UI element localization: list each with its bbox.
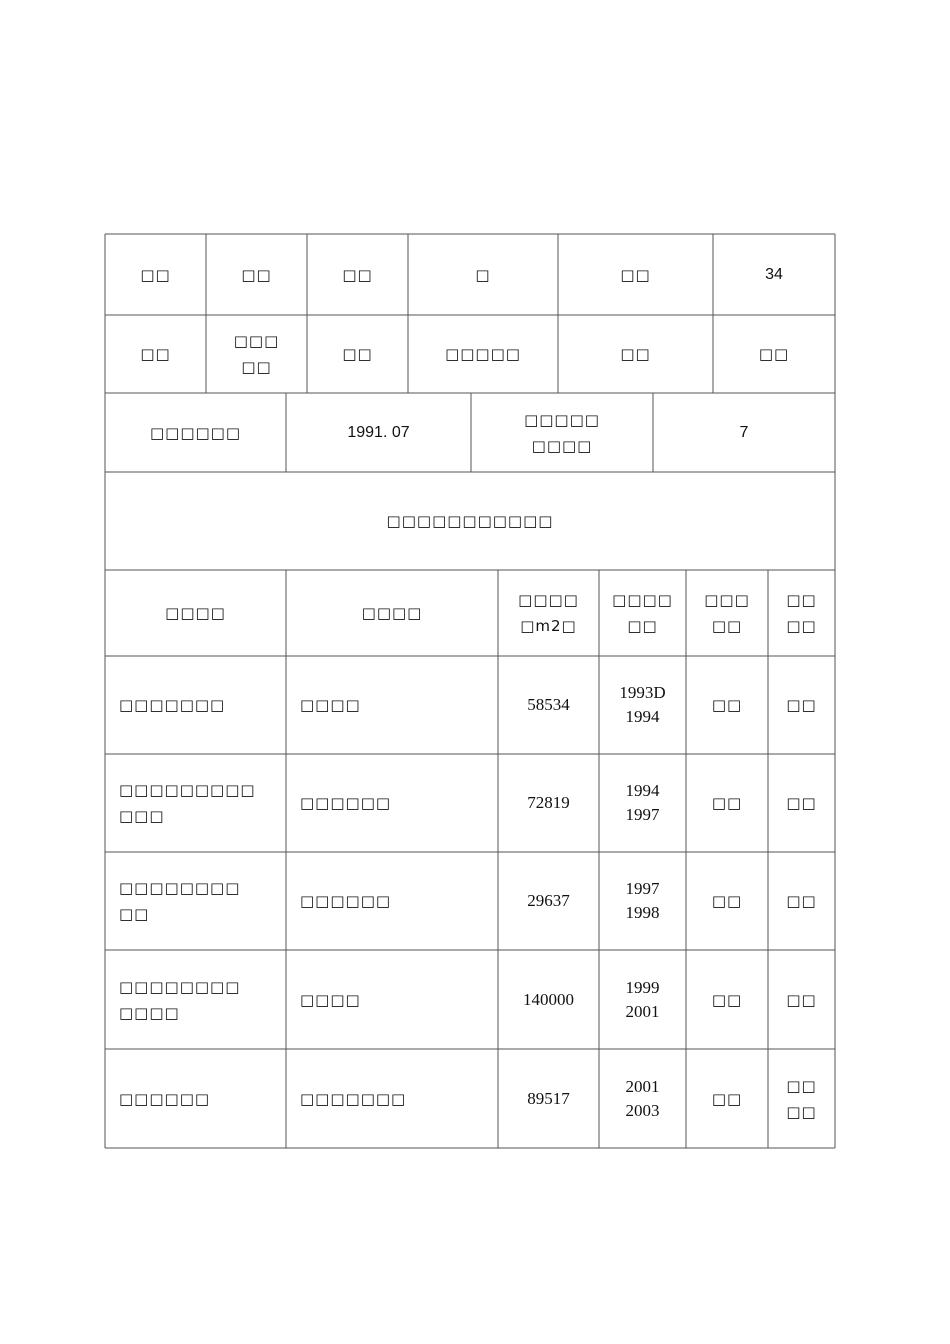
- table-row-2-type: □□□□□□: [300, 794, 392, 812]
- table-row-2-col5: □□: [711, 794, 743, 812]
- header-r1-c2: □□: [241, 265, 272, 284]
- column-header-period: □□□□ □□: [612, 591, 673, 635]
- table-row-5-col5: □□: [711, 1089, 743, 1108]
- table-row-4-period: 1999 2001: [625, 977, 660, 1021]
- column-header-name: □□□□: [165, 604, 226, 622]
- table-row-3-type: □□□□□□: [300, 892, 392, 910]
- table-row-4-col5: □□: [711, 990, 743, 1009]
- table-row-1-col5: □□: [711, 696, 743, 714]
- table-row-5-col6: □□ □□: [786, 1076, 817, 1121]
- table-row-3-name: □□□□□□□□ □□: [119, 879, 241, 923]
- table-row-1-period: 1993D 1994: [619, 683, 666, 726]
- column-header-col6: □□ □□: [786, 591, 817, 635]
- header-r3-date: 1991. 07: [347, 423, 410, 441]
- header-r1-c1: □□: [140, 265, 171, 284]
- table-row-1-name: □□□□□□□: [119, 696, 226, 714]
- header-r2-c5: □□: [620, 345, 651, 363]
- section-title: □□□□□□□□□□□: [386, 512, 554, 530]
- header-r2-c2: □□□ □□: [233, 332, 280, 376]
- table-row-3-area: 29637: [527, 891, 570, 910]
- header-r1-c3: □□: [342, 265, 373, 284]
- header-r1-c6: 34: [765, 265, 783, 283]
- table-row-2-period: 1994 1997: [625, 781, 660, 824]
- column-header-type: □□□□: [361, 604, 423, 622]
- header-r2-c3: □□: [342, 345, 373, 363]
- header-r2-c6: □□: [758, 345, 790, 363]
- header-r2-c1: □□: [140, 345, 171, 363]
- header-r2-c4: □□□□□: [445, 345, 521, 363]
- table-row-5-area: 89517: [527, 1088, 570, 1108]
- header-r3-c1: □□□□□□: [149, 423, 242, 442]
- column-header-col5: □□□ □□: [704, 591, 750, 635]
- table-row-3-period: 1997 1998: [625, 879, 660, 922]
- table-row-4-name: □□□□□□□□ □□□□: [119, 977, 241, 1022]
- column-header-area: □□□□ □m2□: [518, 591, 579, 635]
- table-row-2-col6: □□: [786, 794, 817, 812]
- table-row-5-name: □□□□□□: [119, 1089, 211, 1108]
- table-row-4-col6: □□: [786, 990, 817, 1009]
- table-row-5-period: 2001 2003: [625, 1076, 660, 1120]
- header-r3-c3: □□□□□ □□□□: [524, 410, 600, 455]
- header-r1-c5: □□: [620, 265, 651, 284]
- table-row-1-col6: □□: [786, 696, 817, 714]
- table-row-3-col5: □□: [711, 892, 743, 910]
- table-row-5-type: □□□□□□□: [300, 1089, 407, 1108]
- header-r3-count: 7: [739, 423, 749, 441]
- table-row-1-area: 58534: [527, 695, 570, 714]
- table-row-3-col6: □□: [786, 892, 817, 910]
- table-row-2-name: □□□□□□□□□ □□□: [119, 781, 256, 825]
- table-row-4-type: □□□□: [300, 990, 361, 1009]
- header-r1-c4: □: [475, 265, 491, 284]
- table-row-2-area: 72819: [527, 793, 570, 812]
- table-row-4-area: 140000: [523, 989, 574, 1009]
- table-row-1-type: □□□□: [300, 696, 361, 714]
